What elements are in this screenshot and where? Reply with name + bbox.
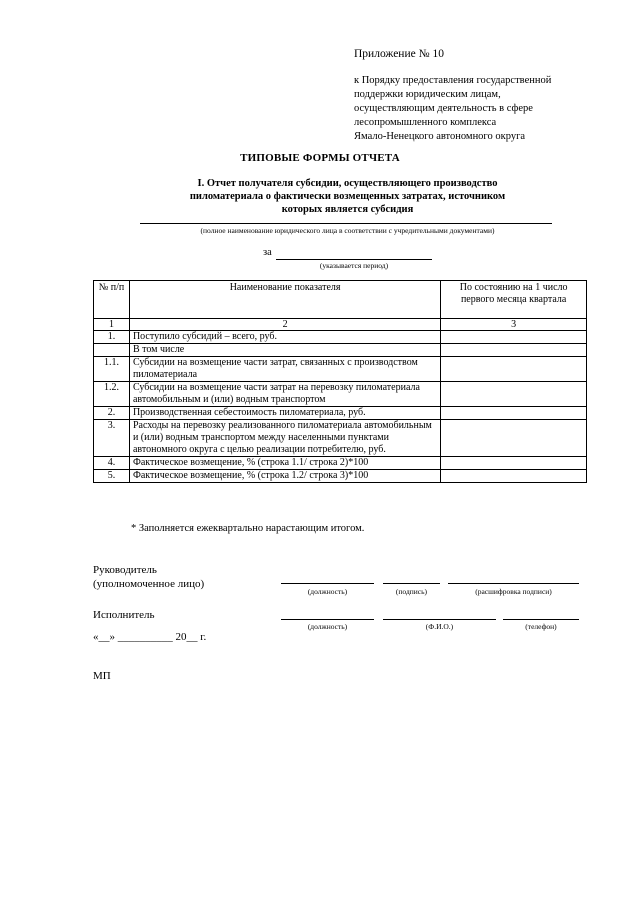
- row-indicator: Субсидии на возмещение части затрат на перевозку пиломатериала автомобильным и (или) водным транспортом: [129, 382, 440, 407]
- row-indicator: Субсидии на возмещение части затрат, связанных с производством пиломатериала: [129, 357, 440, 382]
- table-row: [94, 331, 587, 344]
- document-title: ТИПОВЫЕ ФОРМЫ ОТЧЕТА: [240, 152, 400, 164]
- row-value[interactable]: [441, 457, 587, 470]
- row-number: [94, 344, 130, 357]
- row-indicator: Расходы на перевозку реализованного пиломатериала автомобильным и (или) водным транспортом между населенными пунктами автономного округа с целью реализации потребителю, руб.: [129, 420, 440, 457]
- table-row: [94, 457, 587, 470]
- row-value[interactable]: [441, 420, 587, 457]
- index-cell: 3: [441, 319, 587, 331]
- row-indicator: Фактическое возмещение, % (строка 1.1/ строка 2)*100: [129, 457, 440, 470]
- table-row: [94, 344, 587, 357]
- table-row: [94, 382, 587, 407]
- entity-name-line: [140, 223, 552, 224]
- executor-name-line[interactable]: [383, 619, 496, 620]
- header-indicator: Наименование показателя: [129, 281, 440, 319]
- annex-line: осуществляющим деятельность в сфере: [354, 103, 533, 114]
- head-name-line[interactable]: [448, 583, 579, 584]
- footnote: * Заполняется ежеквартально нарастающим итогом.: [131, 523, 365, 534]
- head-name-caption: (расшифровка подписи): [475, 587, 552, 596]
- table-index-row: [94, 319, 587, 331]
- table-row: [94, 407, 587, 420]
- subtitle-line: которых является субсидия: [281, 204, 414, 215]
- row-indicator: Производственная себестоимость пиломатериала, руб.: [129, 407, 440, 420]
- index-cell: 1: [94, 319, 130, 331]
- row-number: 2.: [94, 407, 130, 420]
- head-position-line[interactable]: [281, 583, 374, 584]
- row-indicator: Фактическое возмещение, % (строка 1.2/ строка 3)*100: [129, 470, 440, 483]
- executor-phone-caption: (телефон): [525, 622, 557, 631]
- header-number: № п/п: [94, 281, 130, 319]
- index-cell: 2: [129, 319, 440, 331]
- row-number: 1.: [94, 331, 130, 344]
- row-value[interactable]: [441, 331, 587, 344]
- table-header-row: [94, 281, 587, 319]
- row-value[interactable]: [441, 344, 587, 357]
- period-label: за: [263, 247, 272, 258]
- row-number: 3.: [94, 420, 130, 457]
- annex-line: к Порядку предоставления государственной: [354, 75, 552, 86]
- row-value[interactable]: [441, 357, 587, 382]
- row-number: 5.: [94, 470, 130, 483]
- report-subtitle: [120, 177, 575, 216]
- annex-line: поддержки юридическим лицам,: [354, 89, 501, 100]
- subtitle-line: I. Отчет получателя субсидии, осуществляющего производство: [197, 178, 498, 189]
- date-line: «__» __________ 20__ г.: [93, 631, 207, 643]
- table-row: [94, 420, 587, 457]
- annex-line: лесопромышленного комплекса: [354, 117, 497, 128]
- head-label: [93, 563, 204, 591]
- head-signature-caption: (подпись): [395, 587, 428, 596]
- annex-line: Ямало-Ненецкого автономного округа: [354, 131, 526, 142]
- executor-phone-line[interactable]: [503, 619, 579, 620]
- entity-name-caption: (полное наименование юридического лица в соответствии с учредительными документами): [200, 226, 495, 235]
- executor-label: Исполнитель: [93, 609, 155, 621]
- row-value[interactable]: [441, 382, 587, 407]
- head-signature-line[interactable]: [383, 583, 440, 584]
- executor-position-caption: (должность): [307, 622, 348, 631]
- report-table: [93, 280, 587, 483]
- head-subtitle: (уполномоченное лицо): [93, 578, 205, 590]
- table-row: [94, 357, 587, 382]
- row-indicator: В том числе: [129, 344, 440, 357]
- row-number: 4.: [94, 457, 130, 470]
- row-value[interactable]: [441, 470, 587, 483]
- header-state-date: По состоянию на 1 число первого месяца квартала: [441, 281, 587, 319]
- row-indicator: Поступило субсидий – всего, руб.: [129, 331, 440, 344]
- row-number: 1.1.: [94, 357, 130, 382]
- period-caption: (указывается период): [319, 261, 389, 270]
- annex-reference: [354, 74, 624, 144]
- seal-placeholder: МП: [93, 670, 111, 682]
- executor-position-line[interactable]: [281, 619, 374, 620]
- period-line: [276, 259, 432, 260]
- table-row: [94, 470, 587, 483]
- annex-title: Приложение № 10: [354, 48, 444, 60]
- head-position-caption: (должность): [307, 587, 348, 596]
- head-title: Руководитель: [93, 564, 157, 576]
- row-value[interactable]: [441, 407, 587, 420]
- subtitle-line: пиломатериала о фактически возмещенных затратах, источником: [189, 191, 506, 202]
- executor-name-caption: (Ф.И.О.): [425, 622, 454, 631]
- row-number: 1.2.: [94, 382, 130, 407]
